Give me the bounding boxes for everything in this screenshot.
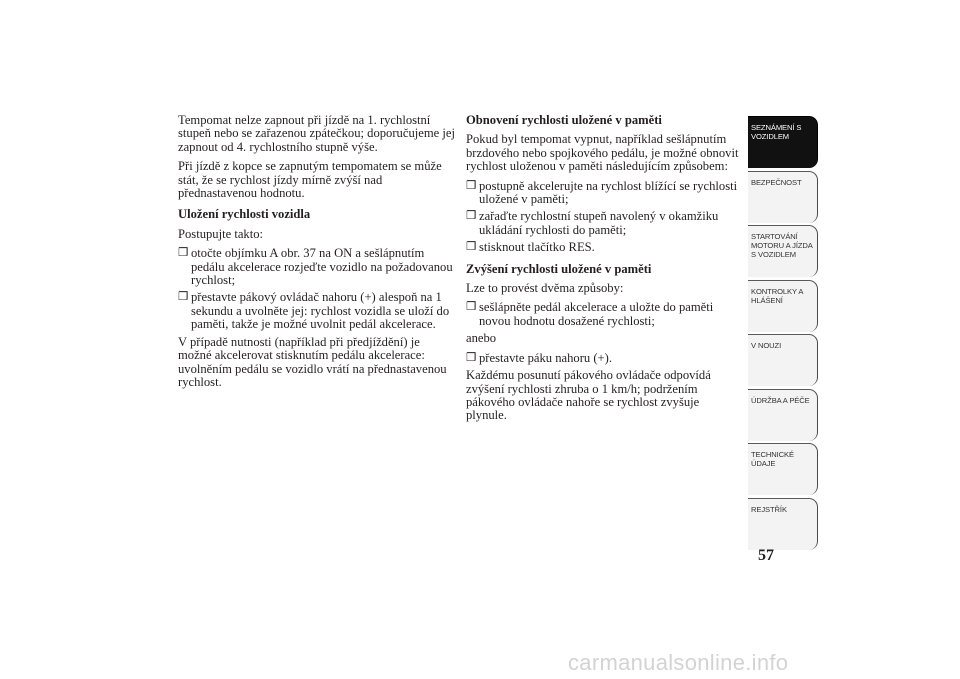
right-column [466, 114, 742, 429]
bullet-item [178, 291, 456, 331]
checkbox-bullet-icon: ❒ [466, 351, 477, 364]
tab-bezpecnost[interactable] [748, 171, 818, 223]
section-heading: Uložení rychlosti vozidla [178, 207, 311, 222]
bullet-text: zařaďte rychlostní stupeň navolený v okamžiku ukládání rychlosti do paměti; [479, 209, 719, 237]
paragraph: Pokud byl tempomat vypnut, například sešlápnutím brzdového nebo spojkového pedálu, je možné obnovit rychlost uloženou v paměti následujícím způsobem: [466, 132, 739, 174]
bullet-item [466, 301, 742, 328]
tab-seznameni-s-vozidlem[interactable] [748, 116, 818, 168]
checkbox-bullet-icon: ❒ [466, 301, 477, 314]
tab-kontrolky[interactable] [748, 280, 818, 332]
tab-label: SEZNÁMENÍ S VOZIDLEM [751, 123, 802, 142]
tab-rejstrik[interactable] [748, 498, 818, 550]
paragraph: Tempomat nelze zapnout při jízdě na 1. rychlostní stupeň nebo se zařazenou zpátečkou; doporučujeme jej zapnout od 4. rychlostního stupně výše. [178, 113, 455, 154]
bullet-text: stisknout tlačítko RES. [479, 240, 595, 255]
section-heading: Zvýšení rychlosti uložené v paměti [466, 261, 652, 276]
paragraph: Lze to provést dvěma způsoby: [466, 281, 624, 296]
checkbox-bullet-icon: ❒ [466, 210, 477, 223]
tab-startovani[interactable] [748, 225, 818, 277]
tab-label: KONTROLKY A HLÁŠENÍ [751, 286, 803, 305]
chapter-tabs [748, 116, 818, 552]
tab-label: V NOUZI [751, 341, 782, 350]
bullet-text: postupně akcelerujte na rychlost blížící se rychlosti uložené v paměti; [479, 178, 738, 207]
bullet-item [178, 247, 456, 287]
left-column [178, 114, 456, 395]
checkbox-bullet-icon: ❒ [466, 179, 477, 192]
bullet-item [466, 241, 742, 254]
checkbox-bullet-icon: ❒ [178, 247, 189, 260]
tab-udrzba[interactable] [748, 389, 818, 441]
bullet-text: sešlápněte pedál akcelerace a uložte do paměti novou hodnotu dosažené rychlosti; [479, 300, 714, 328]
tab-v-nouzi[interactable] [748, 334, 818, 386]
paragraph: Postupujte takto: [178, 226, 264, 241]
paragraph: V případě nutnosti (například při předjíždění) je možné akcelerovat stisknutím pedálu akcelerace: uvolněním pedálu se vozidlo vrátí na přednastavenou rychlost. [178, 334, 447, 389]
tab-label: BEZPEČNOST [751, 177, 802, 187]
bullet-text: přestavte páku nahoru (+). [479, 350, 612, 365]
section-heading: Obnovení rychlosti uložené v paměti [466, 113, 662, 127]
tab-technicke-udaje[interactable] [748, 443, 818, 495]
checkbox-bullet-icon: ❒ [466, 241, 477, 254]
paragraph: Při jízdě z kopce se zapnutým tempomatem se může stát, že se rychlost jízdy mírně zvýší nad přednastavenou hodnotu. [178, 159, 442, 201]
tab-label: TECHNICKÉ ÚDAJE [751, 450, 794, 469]
checkbox-bullet-icon: ❒ [178, 291, 189, 304]
bullet-text: otočte objímku A obr. 37 na ON a sešlápnutím pedálu akcelerace rozjeďte vozidlo na požadovanou rychlost; [191, 246, 453, 288]
tab-label: REJSTŘÍK [751, 504, 787, 514]
bullet-item [466, 210, 742, 237]
bullet-item [466, 180, 742, 207]
watermark: carmanualsonline.info [568, 650, 789, 675]
page-number: 57 [758, 547, 774, 564]
paragraph: Každému posunutí pákového ovládače odpovídá zvýšení rychlosti zhruba o 1 km/h; podržením pákového ovládače nahoře se rychlost zvyšuje plynule. [466, 368, 711, 423]
tab-label: STARTOVÁNÍ MOTORU A JÍZDA S VOZIDLEM [751, 232, 813, 260]
paragraph: anebo [466, 331, 497, 346]
bullet-item [466, 352, 742, 365]
tab-label: ÚDRŽBA A PÉČE [751, 395, 810, 405]
bullet-text: přestavte pákový ovládač nahoru (+) alespoň na 1 sekundu a uvolněte jej: rychlost vozidla se uloží do paměti, takže je možné uvolnit pedál akcelerace. [191, 290, 450, 332]
